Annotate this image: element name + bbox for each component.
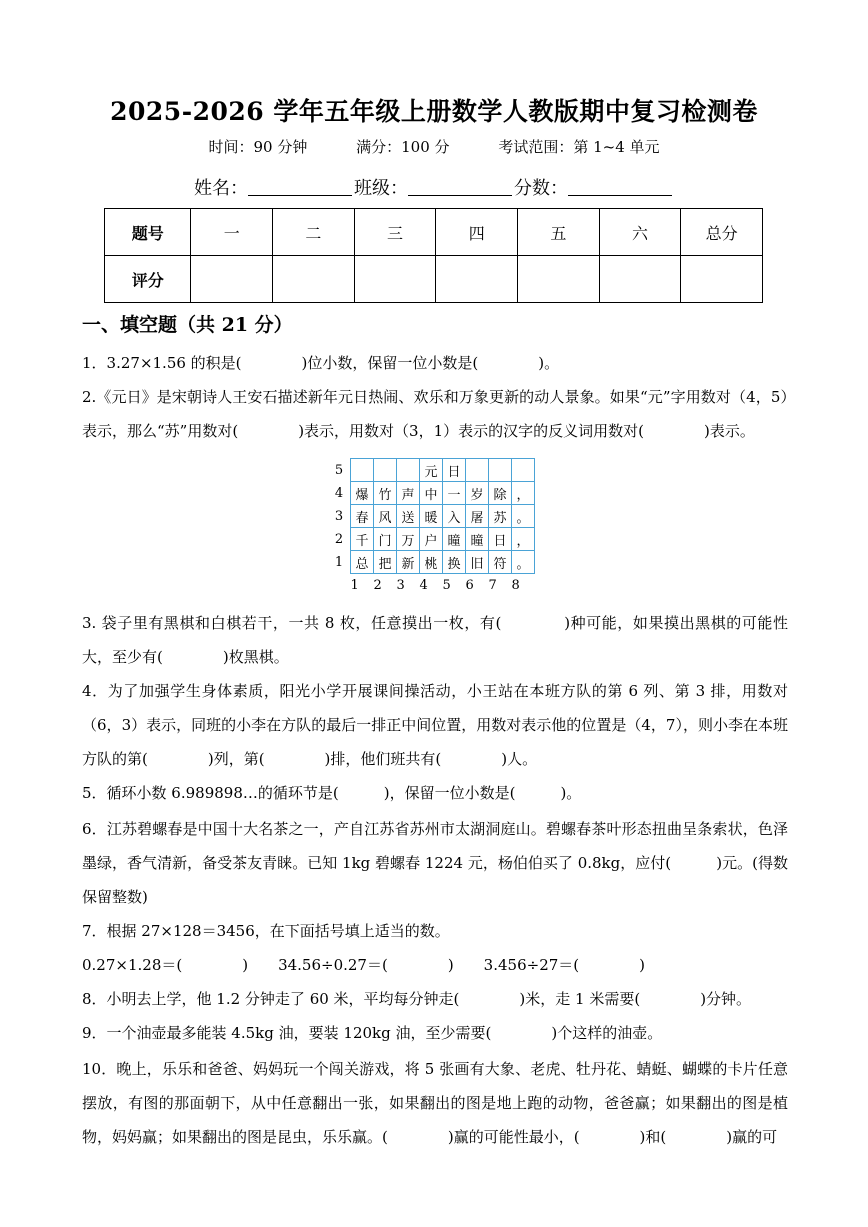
score-cell[interactable]	[191, 256, 273, 303]
grid-x-label: 1	[350, 577, 359, 593]
question-9: 9．一个油壶最多能装 4.5kg 油，要装 120kg 油，至少需要( )个这样的油壶。	[82, 1024, 663, 1042]
grid-cell: 竹	[374, 482, 397, 505]
grid-cell	[466, 459, 489, 482]
score-cell[interactable]	[681, 256, 763, 303]
grid-cell: 千	[351, 528, 374, 551]
grid-cell: 日	[489, 528, 512, 551]
grid-y-label: 4	[334, 485, 344, 501]
grid-x-label: 5	[442, 577, 451, 593]
score-cell[interactable]	[436, 256, 518, 303]
grid-cell: 春	[351, 505, 374, 528]
class-blank[interactable]	[408, 177, 512, 196]
question-7-parts: 0.27×1.28＝( ) 34.56÷0.27＝( ) 3.456÷27＝( )	[82, 956, 645, 974]
exam-full-score: 满分：100 分	[356, 138, 450, 156]
grid-cell: 苏	[489, 505, 512, 528]
grid-cell: ，	[512, 528, 535, 551]
grid-cell: 万	[397, 528, 420, 551]
grid-cell: 一	[443, 482, 466, 505]
grid-cell: 旧	[466, 551, 489, 574]
question-10: 10．晚上，乐乐和爸爸、妈妈玩一个闯关游戏，将 5 张画有大象、老虎、牡丹花、蜻蜓、蝴蝶的卡片任意摆放，有图的那面朝下，从中任意翻出一张，如果翻出的图是地上跑的动物，爸爸赢；如果翻出的图是植物，妈妈赢；如果翻出的图是昆虫，乐乐赢。( )赢的可能性最小，( )和( )赢的可	[82, 1060, 788, 1146]
score-table-col: 六	[599, 209, 681, 256]
class-label: 班级：	[354, 178, 408, 199]
grid-cell: 送	[397, 505, 420, 528]
grid-row	[328, 528, 535, 551]
grid-cell: 符	[489, 551, 512, 574]
score-table-col: 四	[436, 209, 518, 256]
exam-time: 时间：90 分钟	[208, 138, 308, 156]
poem-grid	[328, 458, 535, 596]
grid-corner	[328, 574, 351, 597]
grid-cell	[397, 459, 420, 482]
exam-scope: 考试范围：第 1~4 单元	[498, 138, 660, 156]
grid-cell: 桃	[420, 551, 443, 574]
grid-cell: 日	[443, 459, 466, 482]
question-2: 2.《元日》是宋朝诗人王安石描述新年元日热闹、欢乐和万象更新的动人景象。如果“元”字用数对（4，5）表示，那么“苏”用数对( )表示，用数对（3，1）表示的汉字的反义词用数对( )表示。	[82, 388, 788, 440]
grid-x-label: 4	[419, 577, 428, 593]
grid-cell: 暖	[420, 505, 443, 528]
name-blank[interactable]	[248, 177, 352, 196]
grid-x-label: 2	[373, 577, 382, 593]
grid-cell: 户	[420, 528, 443, 551]
grid-cell: 门	[374, 528, 397, 551]
grid-cell: 曈	[466, 528, 489, 551]
exam-title: 2025-2026 学年五年级上册数学人教版期中复习检测卷	[110, 97, 758, 126]
grid-cell: 岁	[466, 482, 489, 505]
question-6: 6．江苏碧螺春是中国十大名茶之一，产自江苏省苏州市太湖洞庭山。碧螺春茶叶形态扭曲呈条索状，色泽墨绿，香气清新，备受茶友青睐。已知 1kg 碧螺春 1224 元，杨伯伯买了 0.8kg，应付( )元。(得数保留整数)	[82, 820, 788, 906]
grid-cell: 。	[512, 505, 535, 528]
question-7: 7．根据 27×128＝3456，在下面括号填上适当的数。	[82, 922, 450, 940]
grid-row	[328, 482, 535, 505]
grid-cell: 风	[374, 505, 397, 528]
grid-x-label: 7	[488, 577, 497, 593]
grid-x-label: 3	[396, 577, 405, 593]
grid-y-label: 2	[334, 531, 344, 547]
grid-row	[328, 551, 535, 574]
score-table-row-label: 题号	[105, 209, 191, 256]
score-table-score-row	[105, 256, 763, 303]
grid-cell: 新	[397, 551, 420, 574]
score-cell[interactable]	[354, 256, 436, 303]
score-table-header-row	[105, 209, 763, 256]
name-label: 姓名：	[194, 178, 248, 199]
grid-cell: 曈	[443, 528, 466, 551]
grid-cell: 屠	[466, 505, 489, 528]
grid-cell	[489, 459, 512, 482]
student-info	[0, 174, 868, 200]
grid-cell: 爆	[351, 482, 374, 505]
score-table-col: 一	[191, 209, 273, 256]
grid-cell	[374, 459, 397, 482]
grid-cell: 换	[443, 551, 466, 574]
question-1: 1．3.27×1.56 的积是( )位小数，保留一位小数是( )。	[82, 354, 560, 372]
question-4: 4．为了加强学生身体素质，阳光小学开展课间操活动，小王站在本班方队的第 6 列、第 3 排，用数对（6，3）表示，同班的小李在方队的最后一排正中间位置，用数对表示他的位置是（4，7），则小李在本班方队的第( )列，第( )排，他们班共有( )人。	[82, 682, 788, 768]
grid-cell: 入	[443, 505, 466, 528]
grid-y-label: 5	[334, 462, 344, 478]
grid-cell	[512, 459, 535, 482]
grid-cell: 中	[420, 482, 443, 505]
section-title: 一、填空题（共 21 分）	[82, 314, 293, 336]
grid-x-label: 8	[511, 577, 520, 593]
score-table-row-label: 评分	[105, 256, 191, 303]
grid-cell: 把	[374, 551, 397, 574]
grid-cell: 总	[351, 551, 374, 574]
question-3: 3. 袋子里有黑棋和白棋若干，一共 8 枚，任意摸出一枚，有( )种可能，如果摸出黑棋的可能性大，至少有( )枚黑棋。	[82, 614, 788, 666]
score-cell[interactable]	[518, 256, 600, 303]
grid-row	[328, 505, 535, 528]
grid-x-axis	[328, 574, 535, 597]
grid-cell: ，	[512, 482, 535, 505]
grid-y-label: 3	[334, 508, 344, 524]
exam-meta	[0, 136, 868, 157]
score-cell[interactable]	[273, 256, 355, 303]
question-5: 5．循环小数 6.989898…的循环节是( )，保留一位小数是( )。	[82, 784, 582, 802]
score-table-col: 三	[354, 209, 436, 256]
score-table-col: 五	[518, 209, 600, 256]
grid-cell	[351, 459, 374, 482]
score-blank[interactable]	[568, 177, 672, 196]
grid-cell: 。	[512, 551, 535, 574]
score-cell[interactable]	[599, 256, 681, 303]
grid-cell: 除	[489, 482, 512, 505]
grid-row	[328, 459, 535, 482]
score-table-col: 二	[273, 209, 355, 256]
question-8: 8．小明去上学，他 1.2 分钟走了 60 米，平均每分钟走( )米，走 1 米需要( )分钟。	[82, 990, 752, 1008]
score-table-col: 总分	[681, 209, 763, 256]
poem-grid-table	[328, 458, 535, 596]
score-table	[104, 208, 763, 303]
grid-cell: 声	[397, 482, 420, 505]
score-label: 分数：	[514, 178, 568, 199]
grid-cell: 元	[420, 459, 443, 482]
grid-x-label: 6	[465, 577, 474, 593]
grid-y-label: 1	[334, 554, 344, 570]
